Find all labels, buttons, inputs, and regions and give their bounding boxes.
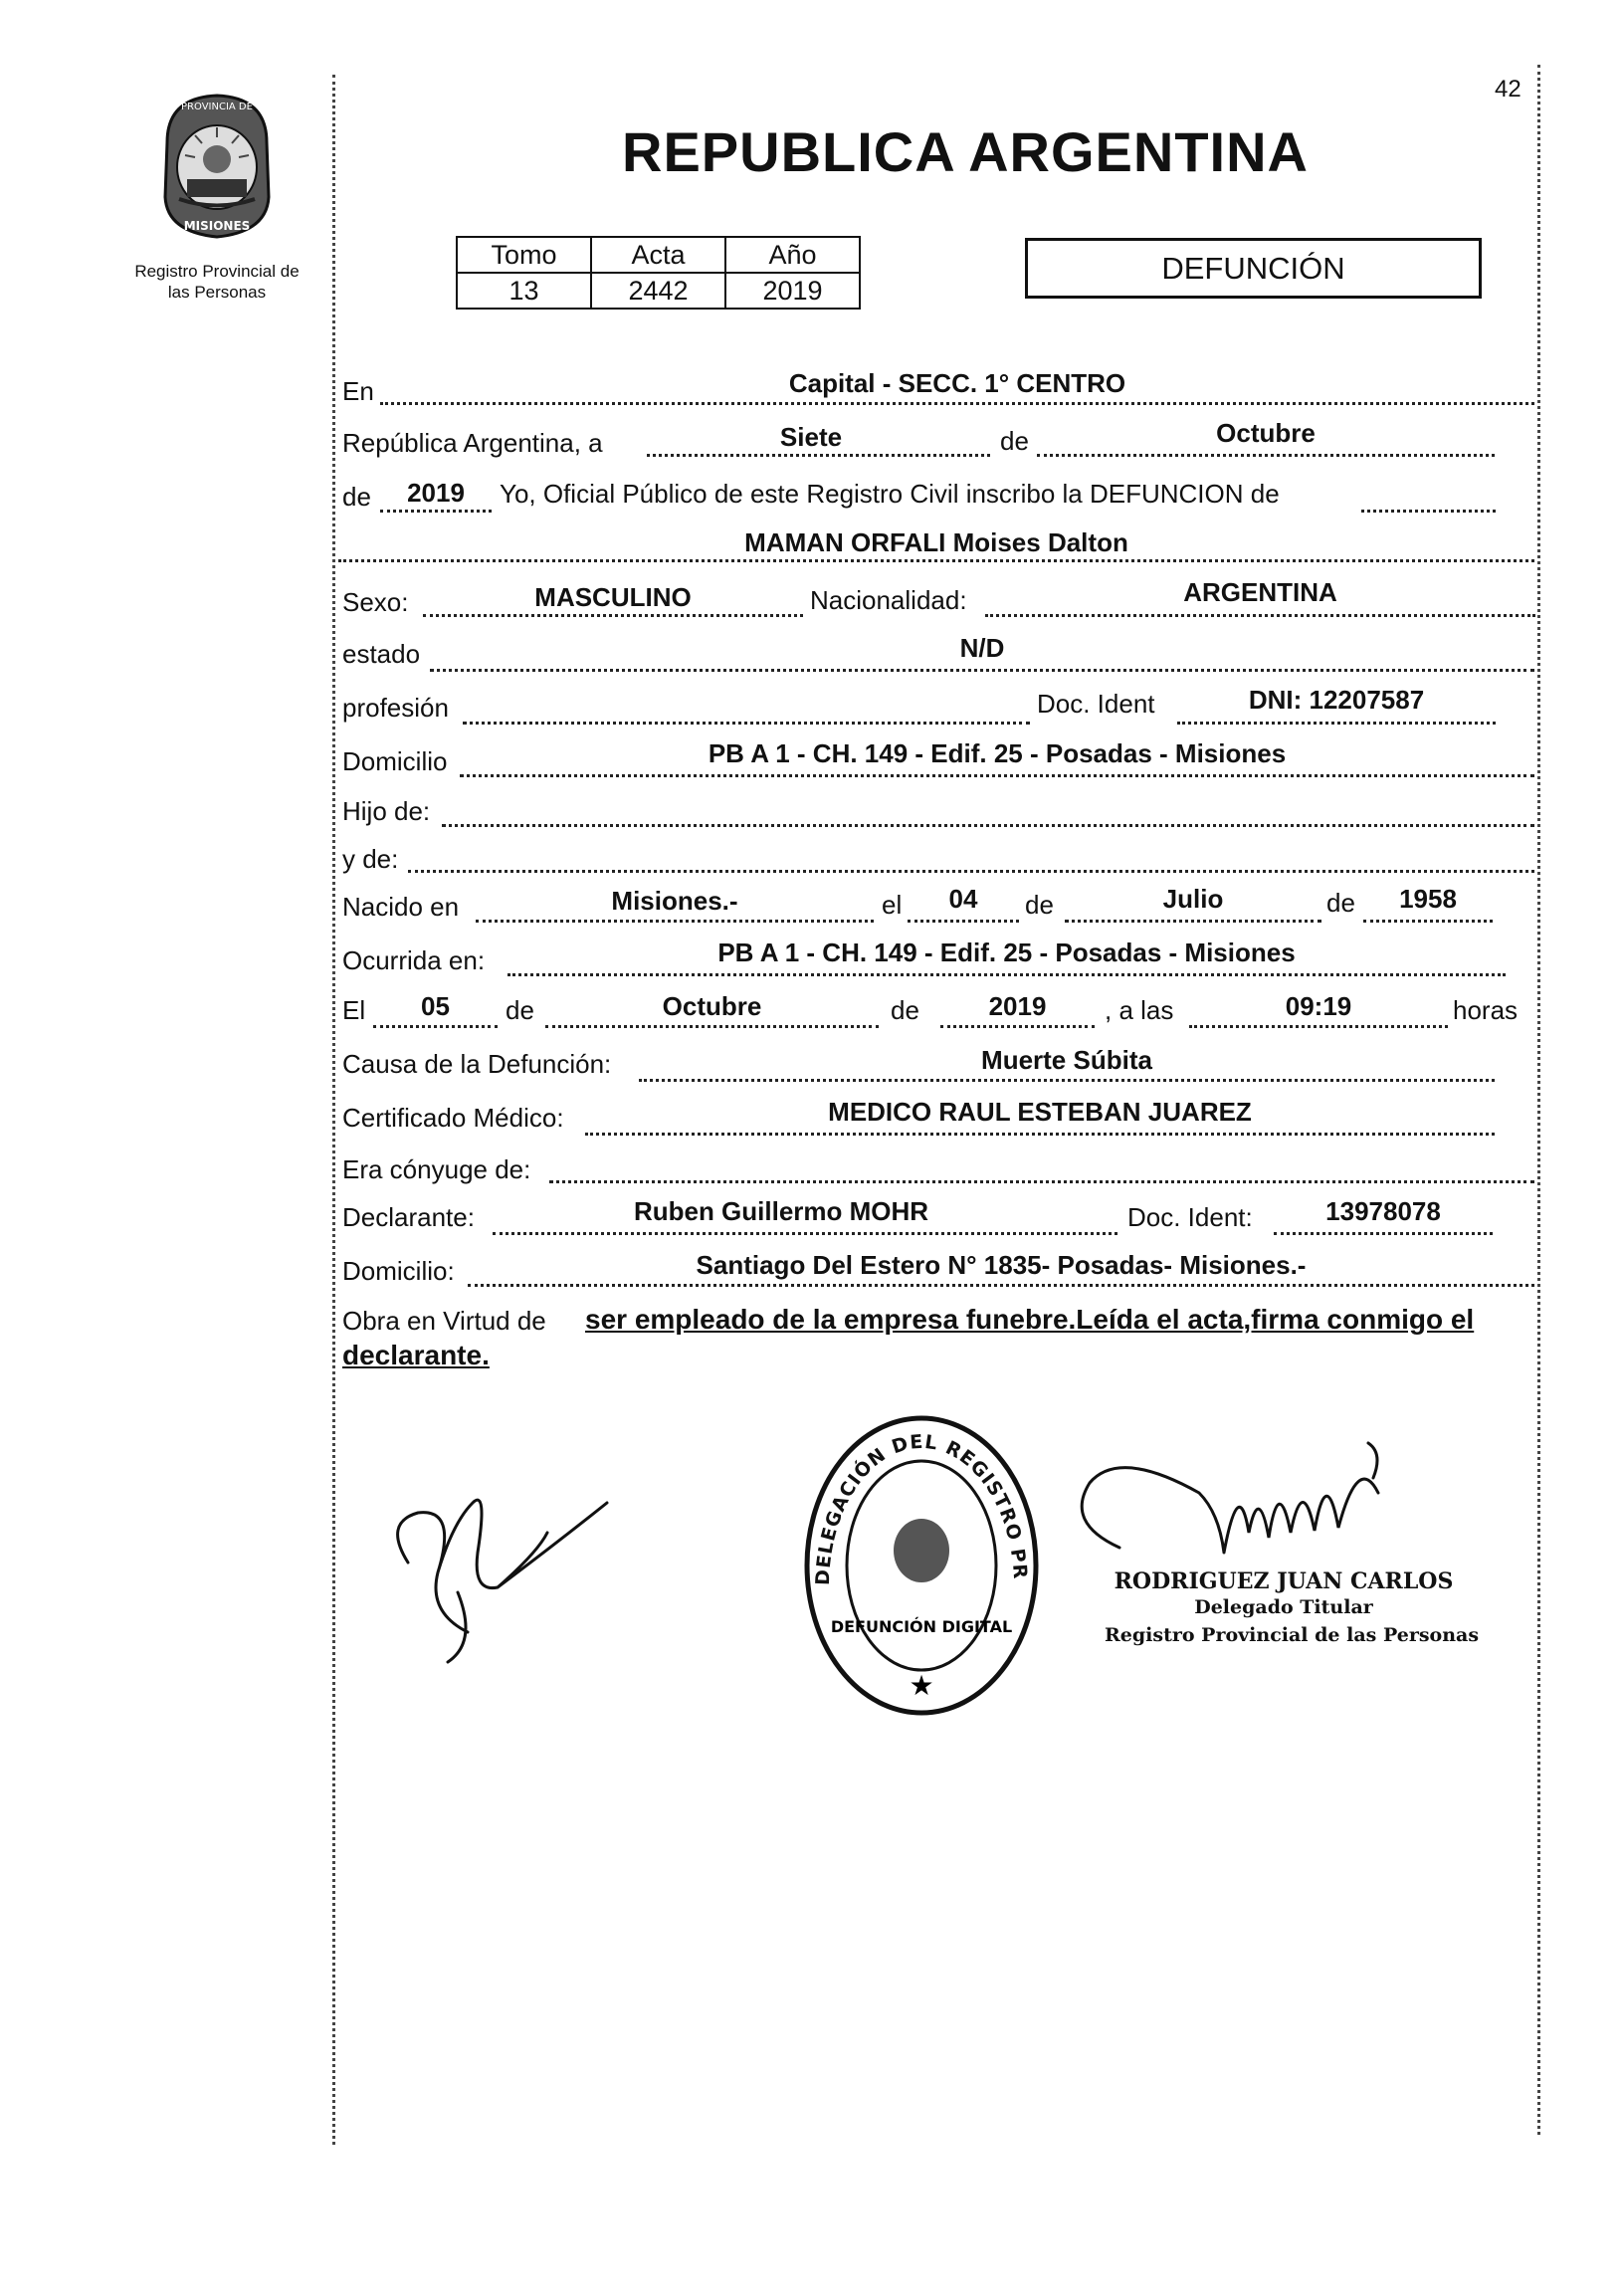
record-type-box: DEFUNCIÓN xyxy=(1025,238,1482,299)
domicilio-value: PB A 1 - CH. 149 - Edif. 25 - Posadas - Misiones xyxy=(708,738,1287,768)
decl-doc-label: Doc. Ident: xyxy=(1127,1202,1253,1232)
death-month-line xyxy=(545,1025,879,1028)
signatory-name: RODRIGUEZ JUAN CARLOS xyxy=(1114,1568,1454,1594)
certificado-line xyxy=(585,1133,1495,1136)
alas-label: , a las xyxy=(1105,995,1174,1025)
nacido-label: Nacido en xyxy=(342,892,460,922)
en-label: En xyxy=(342,376,374,406)
nacionalidad-line xyxy=(985,614,1535,617)
estado-label: estado xyxy=(342,639,421,669)
causa-value: Muerte Súbita xyxy=(981,1045,1152,1075)
declarante-label: Declarante: xyxy=(342,1202,475,1232)
svg-text:DEFUNCIÓN DIGITAL: DEFUNCIÓN DIGITAL xyxy=(830,1617,1013,1636)
svg-text:PROVINCIA DE: PROVINCIA DE xyxy=(181,102,253,112)
birth-year-line xyxy=(1363,920,1493,923)
profesion-label: profesión xyxy=(342,693,449,723)
registry-name-line1: Registro Provincial de xyxy=(134,262,300,281)
en-line xyxy=(380,402,1534,405)
death-de2: de xyxy=(891,995,919,1025)
tomo-value: 13 xyxy=(457,273,591,309)
svg-text:DELEGACIÓN DEL REGISTRO PROVIN: DELEGACIÓN DEL REGISTRO PR xyxy=(811,1430,1032,1586)
obra-label: Obra en Virtud de xyxy=(342,1306,546,1336)
doc-label: Doc. Ident xyxy=(1037,689,1155,719)
right-margin-line xyxy=(1537,65,1540,2135)
registry-name-line2: las Personas xyxy=(167,283,267,302)
death-time-line xyxy=(1189,1025,1448,1028)
name-line xyxy=(338,559,1534,562)
obra-value-line2: declarante. xyxy=(342,1340,490,1370)
death-time: 09:19 xyxy=(1285,991,1352,1021)
horas-label: horas xyxy=(1453,995,1519,1025)
document-title: REPUBLICA ARGENTINA xyxy=(622,120,1309,183)
ano-value: 2019 xyxy=(725,273,860,309)
obra-value-line1: ser empleado de la empresa funebre.Leída el acta,firma conmigo el xyxy=(585,1304,1475,1335)
death-de1: de xyxy=(506,995,534,1025)
svg-text:★: ★ xyxy=(909,1669,934,1702)
decl-domicilio-line xyxy=(468,1284,1534,1287)
ocurrida-line xyxy=(507,973,1506,976)
certificado-value: MEDICO RAUL ESTEBAN JUAREZ xyxy=(828,1097,1252,1127)
ocurrida-label: Ocurrida en: xyxy=(342,945,486,975)
birth-de2: de xyxy=(1326,888,1355,918)
certificado-label: Certificado Médico: xyxy=(342,1103,564,1133)
province-logo xyxy=(147,88,287,247)
oficial-line xyxy=(1361,510,1496,513)
republica-label: República Argentina, a xyxy=(342,428,603,458)
yde-label: y de: xyxy=(342,844,399,874)
signatory-title: Delegado Titular xyxy=(1194,1596,1373,1618)
death-year-line xyxy=(940,1025,1095,1028)
page-number: 42 xyxy=(1495,76,1522,103)
acta-value: 2442 xyxy=(591,273,725,309)
birth-year: 1958 xyxy=(1399,884,1457,914)
month-line xyxy=(1037,454,1495,457)
domicilio-label: Domicilio xyxy=(342,746,448,776)
profesion-line xyxy=(463,722,1030,725)
left-margin-line xyxy=(332,75,335,2145)
conyuge-line xyxy=(549,1180,1534,1183)
year-value: 2019 xyxy=(407,478,465,508)
doc-line xyxy=(1177,722,1496,725)
en-value: Capital - SECC. 1° CENTRO xyxy=(788,368,1126,398)
declarante-value: Ruben Guillermo MOHR xyxy=(633,1196,929,1226)
birth-day: 04 xyxy=(948,884,978,914)
svg-text:MISIONES: MISIONES xyxy=(183,219,251,233)
decl-domicilio-label: Domicilio: xyxy=(342,1256,455,1286)
death-day: 05 xyxy=(421,991,450,1021)
official-signature xyxy=(1060,1433,1438,1582)
signatory-office: Registro Provincial de las Personas xyxy=(1105,1624,1480,1646)
nacionalidad-label: Nacionalidad: xyxy=(810,585,967,615)
decl-doc-value: 13978078 xyxy=(1325,1196,1441,1226)
causa-label: Causa de la Defunción: xyxy=(342,1049,612,1079)
el-label: el xyxy=(882,890,903,920)
oficial-text: Yo, Oficial Público de este Registro Civil inscribo la DEFUNCION de xyxy=(500,479,1280,509)
book-table xyxy=(456,236,861,310)
deceased-name: MAMAN ORFALI Moises Dalton xyxy=(744,527,1128,557)
birth-month: Julio xyxy=(1162,884,1224,914)
decl-doc-line xyxy=(1274,1232,1493,1235)
yde-line xyxy=(408,870,1534,873)
sexo-label: Sexo: xyxy=(342,587,409,617)
sexo-line xyxy=(423,614,803,617)
sexo-value: MASCULINO xyxy=(534,582,692,612)
tomo-header: Tomo xyxy=(457,237,591,273)
death-year: 2019 xyxy=(988,991,1047,1021)
ocurrida-value: PB A 1 - CH. 149 - Edif. 25 - Posadas - Misiones xyxy=(717,938,1296,967)
registry-stamp xyxy=(799,1411,1044,1720)
death-day-line xyxy=(373,1025,498,1028)
nacionalidad-value: ARGENTINA xyxy=(1183,577,1337,607)
birth-de1: de xyxy=(1025,890,1054,920)
doc-value: DNI: 12207587 xyxy=(1248,685,1425,715)
domicilio-line xyxy=(460,774,1534,777)
day-value: Siete xyxy=(779,422,843,452)
registry-name xyxy=(107,261,326,303)
acta-header: Acta xyxy=(591,237,725,273)
estado-value: N/D xyxy=(959,633,1005,663)
causa-line xyxy=(639,1079,1495,1082)
month-value: Octubre xyxy=(1216,418,1316,448)
birth-month-line xyxy=(1065,920,1321,923)
day-line xyxy=(647,454,990,457)
year-label: de xyxy=(342,482,371,512)
hijo-line xyxy=(442,824,1534,827)
death-el-label: El xyxy=(342,995,366,1025)
decl-domicilio-value: Santiago Del Estero N° 1835- Posadas- Misiones.- xyxy=(696,1250,1307,1280)
birth-day-line xyxy=(908,920,1019,923)
conyuge-label: Era cónyuge de: xyxy=(342,1154,531,1184)
death-month: Octubre xyxy=(662,991,762,1021)
declarante-line xyxy=(493,1232,1117,1235)
hijo-label: Hijo de: xyxy=(342,796,431,826)
ano-header: Año xyxy=(725,237,860,273)
nacido-value: Misiones.- xyxy=(611,886,738,916)
de-label: de xyxy=(1000,426,1029,456)
nacido-line xyxy=(476,920,874,923)
estado-line xyxy=(430,669,1534,672)
year-line xyxy=(380,510,492,513)
declarante-signature xyxy=(378,1463,627,1672)
